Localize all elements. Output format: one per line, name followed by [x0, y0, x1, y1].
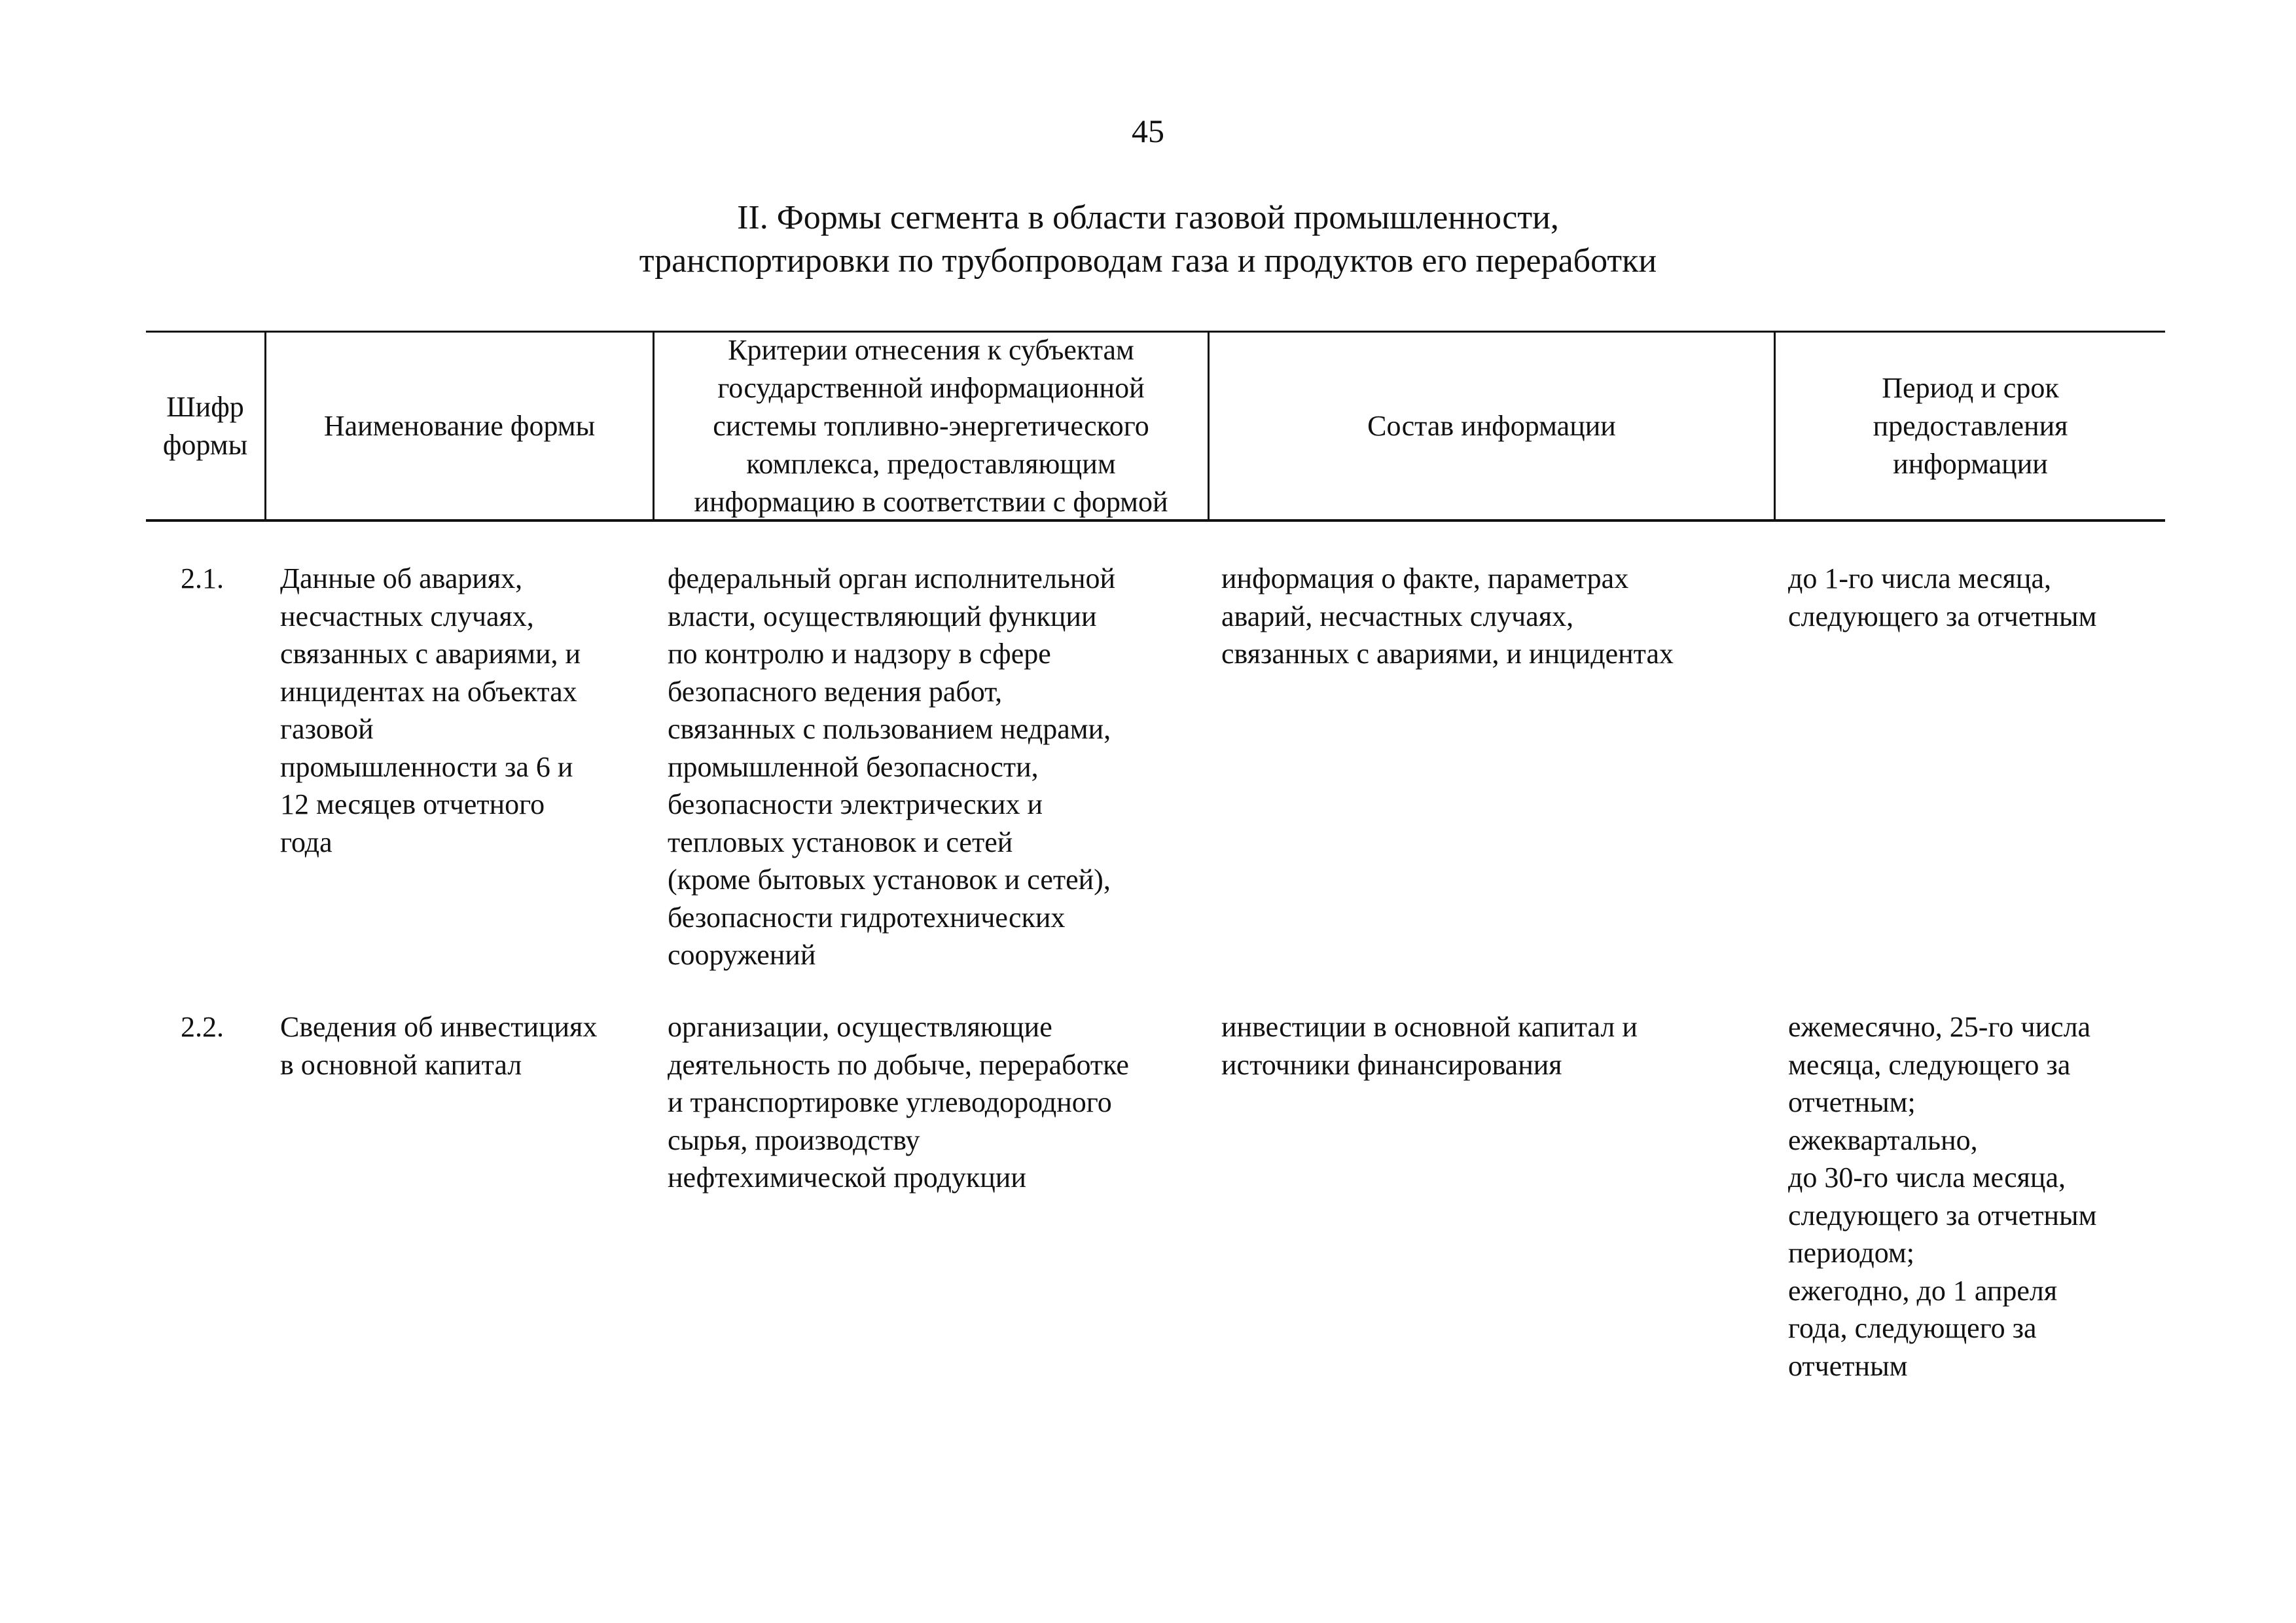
header-criteria-text: Критерии отнесения к субъектам государственной информационной системы топливно-энергетического комплекса, предоставляющим информацию в соответствии с формой — [694, 333, 1168, 518]
section-title — [0, 196, 2296, 283]
row-content: инвестиции в основной капитал и источники финансирования — [1221, 1011, 1638, 1081]
header-period-text: Период и срок предоставления информации — [1873, 371, 2068, 480]
section-title-line-2: транспортировки по трубопроводам газа и продуктов его переработки — [639, 242, 1657, 280]
row-criteria: организации, осуществляющие деятельность по добыче, переработке и транспортировке углеводородного сырья, производству нефтехимической продукции — [668, 1011, 1129, 1194]
page-number: 45 — [1132, 113, 1164, 149]
header-code-text: Шифр формы — [162, 390, 248, 461]
header-content — [1210, 331, 1774, 521]
row-criteria: федеральный орган исполнительной власти, осуществляющий функции по контролю и надзору в сфере безопасного ведения работ, связанных с пользованием недрами, промышленной безопасности, безопасности электрических и тепловых установок и сетей (кроме бытовых установок и сетей), безопасности гидротехнических сооружений — [668, 562, 1116, 971]
header-code — [146, 331, 264, 521]
header-content-text: Состав информации — [1367, 409, 1616, 442]
forms-table — [0, 331, 2296, 1444]
row-period: до 1-го числа месяца, следующего за отчетным — [1788, 562, 2097, 632]
header-period — [1776, 331, 2165, 521]
row-code: 2.2. — [181, 1011, 224, 1043]
row-period: ежемесячно, 25-го числа месяца, следующего за отчетным; ежеквартально, до 30-го числа месяца, следующего за отчетным периодом; ежегодно, до 1 апреля года, следующего за отчетным — [1788, 1011, 2097, 1382]
header-criteria — [655, 331, 1208, 521]
row-form-name: Данные об авариях, несчастных случаях, связанных с авариями, и инцидентах на объектах газовой промышленности за 6 и 12 месяцев отчетного года — [280, 562, 581, 858]
row-content: информация о факте, параметрах аварий, несчастных случаях, связанных с авариями, и инцидентах — [1221, 562, 1674, 670]
row-code: 2.1. — [181, 562, 224, 594]
header-name — [266, 331, 653, 521]
section-title-line-1: II. Формы сегмента в области газовой промышленности, — [737, 199, 1559, 236]
header-name-text: Наименование формы — [323, 409, 596, 442]
row-form-name: Сведения об инвестициях в основной капитал — [280, 1011, 598, 1081]
